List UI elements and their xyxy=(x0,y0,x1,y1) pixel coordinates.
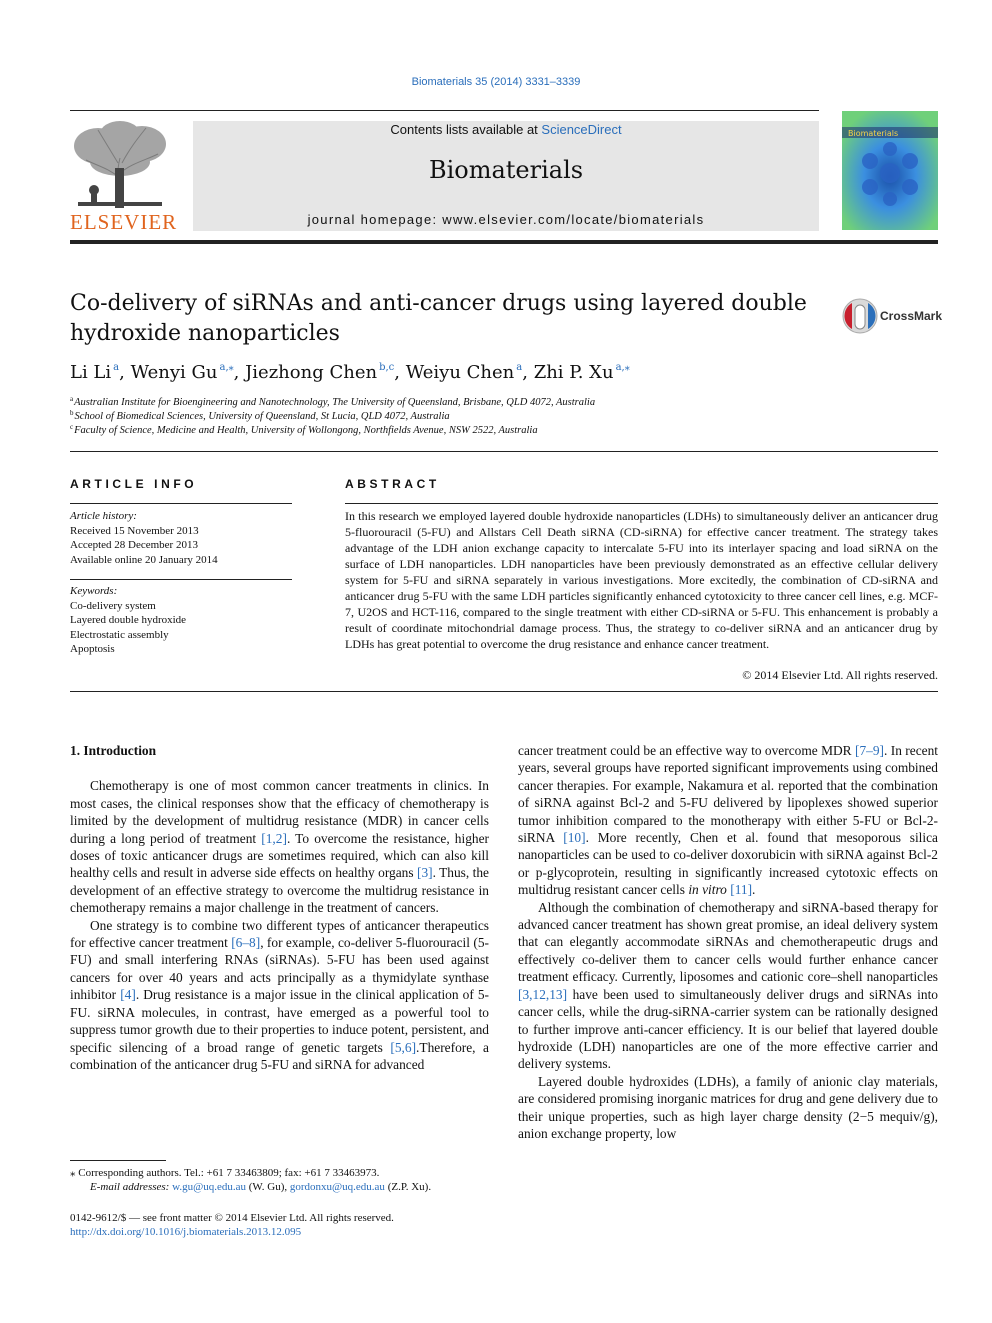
citation-link[interactable]: [3] xyxy=(416,865,433,881)
affiliation-text: Faculty of Science, Medicine and Health, University of Wollongong, Northfields Avenue, NSW 2522, Australia xyxy=(74,425,538,436)
crossmark-icon[interactable] xyxy=(841,297,881,335)
online-date: Available online 20 January 2014 xyxy=(70,553,218,566)
accepted-date: Accepted 28 December 2013 xyxy=(70,539,198,551)
elsevier-wordmark: ELSEVIER xyxy=(70,210,178,234)
copyright-notice: © 2014 Elsevier Ltd. All rights reserved. xyxy=(742,668,938,682)
article-history xyxy=(70,509,218,567)
cover-title: Biomaterials xyxy=(848,129,899,138)
citation-link[interactable]: [5,6] xyxy=(390,1039,417,1055)
article-info-heading: ARTICLE INFO xyxy=(70,477,198,491)
body-paragraph: cancer treatment could be an effective way to overcome MDR [7–9]. In recent years, several groups have reported significant improvements using combined cancer therapies. For example, Nakamura et al. reported that the combination of siRNA against Bcl-2 and 5-FU delivered by lipoplexes showed superior tumor inhibition compared to the monotherapy with either 5-FU or Bcl-2-siRNA [10]. More recently, Chen et al. found that mesoporous silica nanoparticles can be used to co-deliver doxorubicin with siRNA against Bcl-2 or p-glycoprotein, resulting in significantly increased cytotoxic effects on multidrug resistant cancer cells in vitro [11]. xyxy=(518,743,939,898)
affiliation-text: Australian Institute for Bioengineering and Nanotechnology, The University of Queensland, Brisbane, QLD 4072, Australia xyxy=(74,397,596,408)
header-rule-bottom xyxy=(70,240,938,244)
body-paragraph: Chemotherapy is one of most common cancer treatments in clinics. In most cases, the clinical responses show that the efficacy of chemotherapy is limited by the development of multidrug resistance (MDR) in cancer cells during a long period of treatment [1,2]. To overcome the resistance, higher doses of toxic anticancer drugs are sometimes required, which can also kill healthy cells and result in adverse side effects on healthy organs [3]. Thus, the development of an effective strategy to overcome the multidrug resistance in chemotherapy remains a major challenge in the treatment of cancers. xyxy=(70,778,489,916)
keywords-label: Keywords: xyxy=(70,585,118,597)
divider xyxy=(70,691,938,692)
author-affil-marker[interactable]: a xyxy=(113,362,120,373)
journal-name: Biomaterials xyxy=(428,156,584,184)
author-affil-marker[interactable]: b,c xyxy=(379,362,395,373)
divider xyxy=(70,579,292,580)
affiliation-key: c xyxy=(70,423,74,431)
divider xyxy=(70,451,938,452)
journal-homepage[interactable]: journal homepage: www.elsevier.com/locate/biomaterials xyxy=(307,212,705,227)
crossmark-label[interactable]: CrossMark xyxy=(880,309,943,323)
keyword: Electrostatic assembly xyxy=(70,628,169,641)
abstract-heading: ABSTRACT xyxy=(345,477,440,491)
received-date: Received 15 November 2013 xyxy=(70,524,199,537)
email-label: E-mail addresses: xyxy=(90,1181,170,1193)
issn-line: 0142-9612/$ — see front matter © 2014 Elsevier Ltd. All rights reserved. xyxy=(70,1212,394,1224)
citation-link[interactable]: [10] xyxy=(563,830,586,846)
citation-link[interactable]: [4] xyxy=(120,987,136,1003)
author-name[interactable]: Jiezhong Chen xyxy=(245,362,378,383)
citation-link[interactable]: [3,12,13] xyxy=(518,986,568,1002)
author-name[interactable]: Wenyi Gu xyxy=(130,362,218,383)
author-name[interactable]: Weiyu Chen xyxy=(405,362,515,383)
journal-cover-thumbnail[interactable] xyxy=(842,111,938,230)
sciencedirect-link[interactable]: ScienceDirect xyxy=(541,122,622,137)
affiliation-b xyxy=(70,409,450,422)
journal-citation[interactable]: Biomaterials 35 (2014) 3331–3339 xyxy=(411,76,581,88)
keyword: Co-delivery system xyxy=(70,599,156,612)
article-title: Co-delivery of siRNAs and anti-cancer drugs using layered double hydroxide nanoparticles xyxy=(70,291,807,346)
author-name[interactable]: Zhi P. Xu xyxy=(533,362,614,383)
contents-available-line xyxy=(193,122,819,137)
author-name[interactable]: Li Li xyxy=(70,362,112,383)
author-list: Li Li $^a$, Wenyi Gu $^{a,⁎}$, Jiezhong Chen $^{b,c}$, Weiyu Chen $^a$, Zhi P. Xu $^{a,⁎}$ xyxy=(70,362,630,383)
keyword: Apoptosis xyxy=(70,643,115,655)
divider xyxy=(70,503,292,504)
abstract-text: In this research we employed layered double hydroxide nanoparticles (LDHs) to simultaneously deliver an anticancer drug 5-fluorouracil (5-FU) and Allstars Cell Death siRNA (CD-siRNA) for effective cancer treatment. The strategy takes advantage of the LDH anion exchange capacity to intercalate 5-FU into its interlayer spacing and load siRNA on the surface of LDH nanoparticles. LDH nanoparticles have been previously demonstrated as an effective cellular delivery system for 5-FU and siRNA separately in various investigations. More excitedly, the combination of CD-siRNA and anticancer drug 5-FU with the same LDH particles significantly enhanced cytotoxicity to three cancer cell lines, e.g. MCF-7, U2OS and HCT-116, compared to the single treatment with either CD-siRNA or 5-FU. This enhancement is probably a result of coordinate mitochondrial damage process. Thus, the strategy to co-deliver siRNA and an anticancer drug by LDHs has great potential to overcome the drug resistance and enhance cancer treatment. xyxy=(345,509,938,651)
doi-link[interactable]: http://dx.doi.org/10.1016/j.biomaterials.2013.12.095 xyxy=(70,1226,302,1238)
header-rule-top xyxy=(70,110,819,111)
citation-link[interactable]: [6–8] xyxy=(231,935,261,951)
affiliation-text: School of Biomedical Sciences, University of Queensland, St Lucia, QLD 4072, Australia xyxy=(74,411,450,422)
author-affil-marker[interactable]: a,⁎ xyxy=(219,362,234,373)
body-column-right xyxy=(518,742,938,1142)
corresponding-author-note: ⁎ Corresponding authors. Tel.: +61 7 33463809; fax: +61 7 33463973. xyxy=(70,1167,380,1179)
affiliation-c xyxy=(70,423,538,436)
email-link[interactable]: gordonxu@uq.edu.au xyxy=(289,1181,385,1193)
footnote-rule xyxy=(70,1160,166,1161)
keywords-block xyxy=(70,584,186,657)
body-paragraph: Layered double hydroxides (LDHs), a family of anionic clay materials, are considered promising inorganic matrices for drug and gene delivery due to their unique properties, such as high layer charge density (2−5 mequiv/g), anion exchange property, low xyxy=(518,1073,938,1141)
citation-link[interactable]: [7–9] xyxy=(855,743,885,758)
email-link[interactable]: w.gu@uq.edu.au xyxy=(172,1181,246,1193)
email-addresses: E-mail addresses: w.gu@uq.edu.au (W. Gu), gordonxu@uq.edu.au (Z.P. Xu). xyxy=(90,1181,432,1193)
keyword: Layered double hydroxide xyxy=(70,614,187,626)
contents-prefix: Contents lists available at xyxy=(390,122,542,137)
affiliation-a xyxy=(70,395,595,408)
affiliation-key: a xyxy=(70,395,74,403)
body-paragraph: One strategy is to combine two different types of anticancer therapeutics for effective cancer treatment [6–8], for example, co-deliver 5-fluorouracil (5-FU) and small interfering RNAs (siRNAs). 5-FU has been used against cancers for over 40 years and acts principally as a thymidylate synthase inhibitor [4]. Drug resistance is a major issue in the clinical application of 5-FU. siRNA molecules, in contrast, have emerged as a powerful tool to suppress tumor growth due to their properties to induce potent, persistent, and specific silencing of a broad range of genetic targets [5,6].Therefore, a combination of the anticancer drug 5-FU and siRNA for advanced xyxy=(70,917,489,1072)
author-affil-marker[interactable]: a,⁎ xyxy=(615,362,630,373)
body-column-left xyxy=(70,742,489,1073)
citation-link[interactable]: [11] xyxy=(730,882,753,898)
author-affil-marker[interactable]: a xyxy=(516,362,523,373)
affiliation-key: b xyxy=(70,409,74,417)
divider xyxy=(345,503,938,504)
section-heading: 1. Introduction xyxy=(70,743,157,758)
history-label: Article history: xyxy=(70,510,137,522)
citation-link[interactable]: [1,2] xyxy=(261,830,287,846)
body-paragraph: Although the combination of chemotherapy and siRNA-based therapy for advanced cancer treatment has shown great promise, an ideal delivery system that can elegantly accommodate siRNAs and chemotherapeutic drugs and effectively co-deliver them to cancer cells would further enhance cancer treatment efficacy. Currently, liposomes and cationic core–shell nanoparticles [3,12,13] have been used to simultaneously deliver drugs and siRNAs into cancer cells, while the drug-siRNA-carrier system can be rationally designed to further improve anti-cancer efficiency. It is our belief that layered double hydroxide (LDH) nanoparticles are one of the more effective carrier and delivery systems. xyxy=(518,899,938,1072)
